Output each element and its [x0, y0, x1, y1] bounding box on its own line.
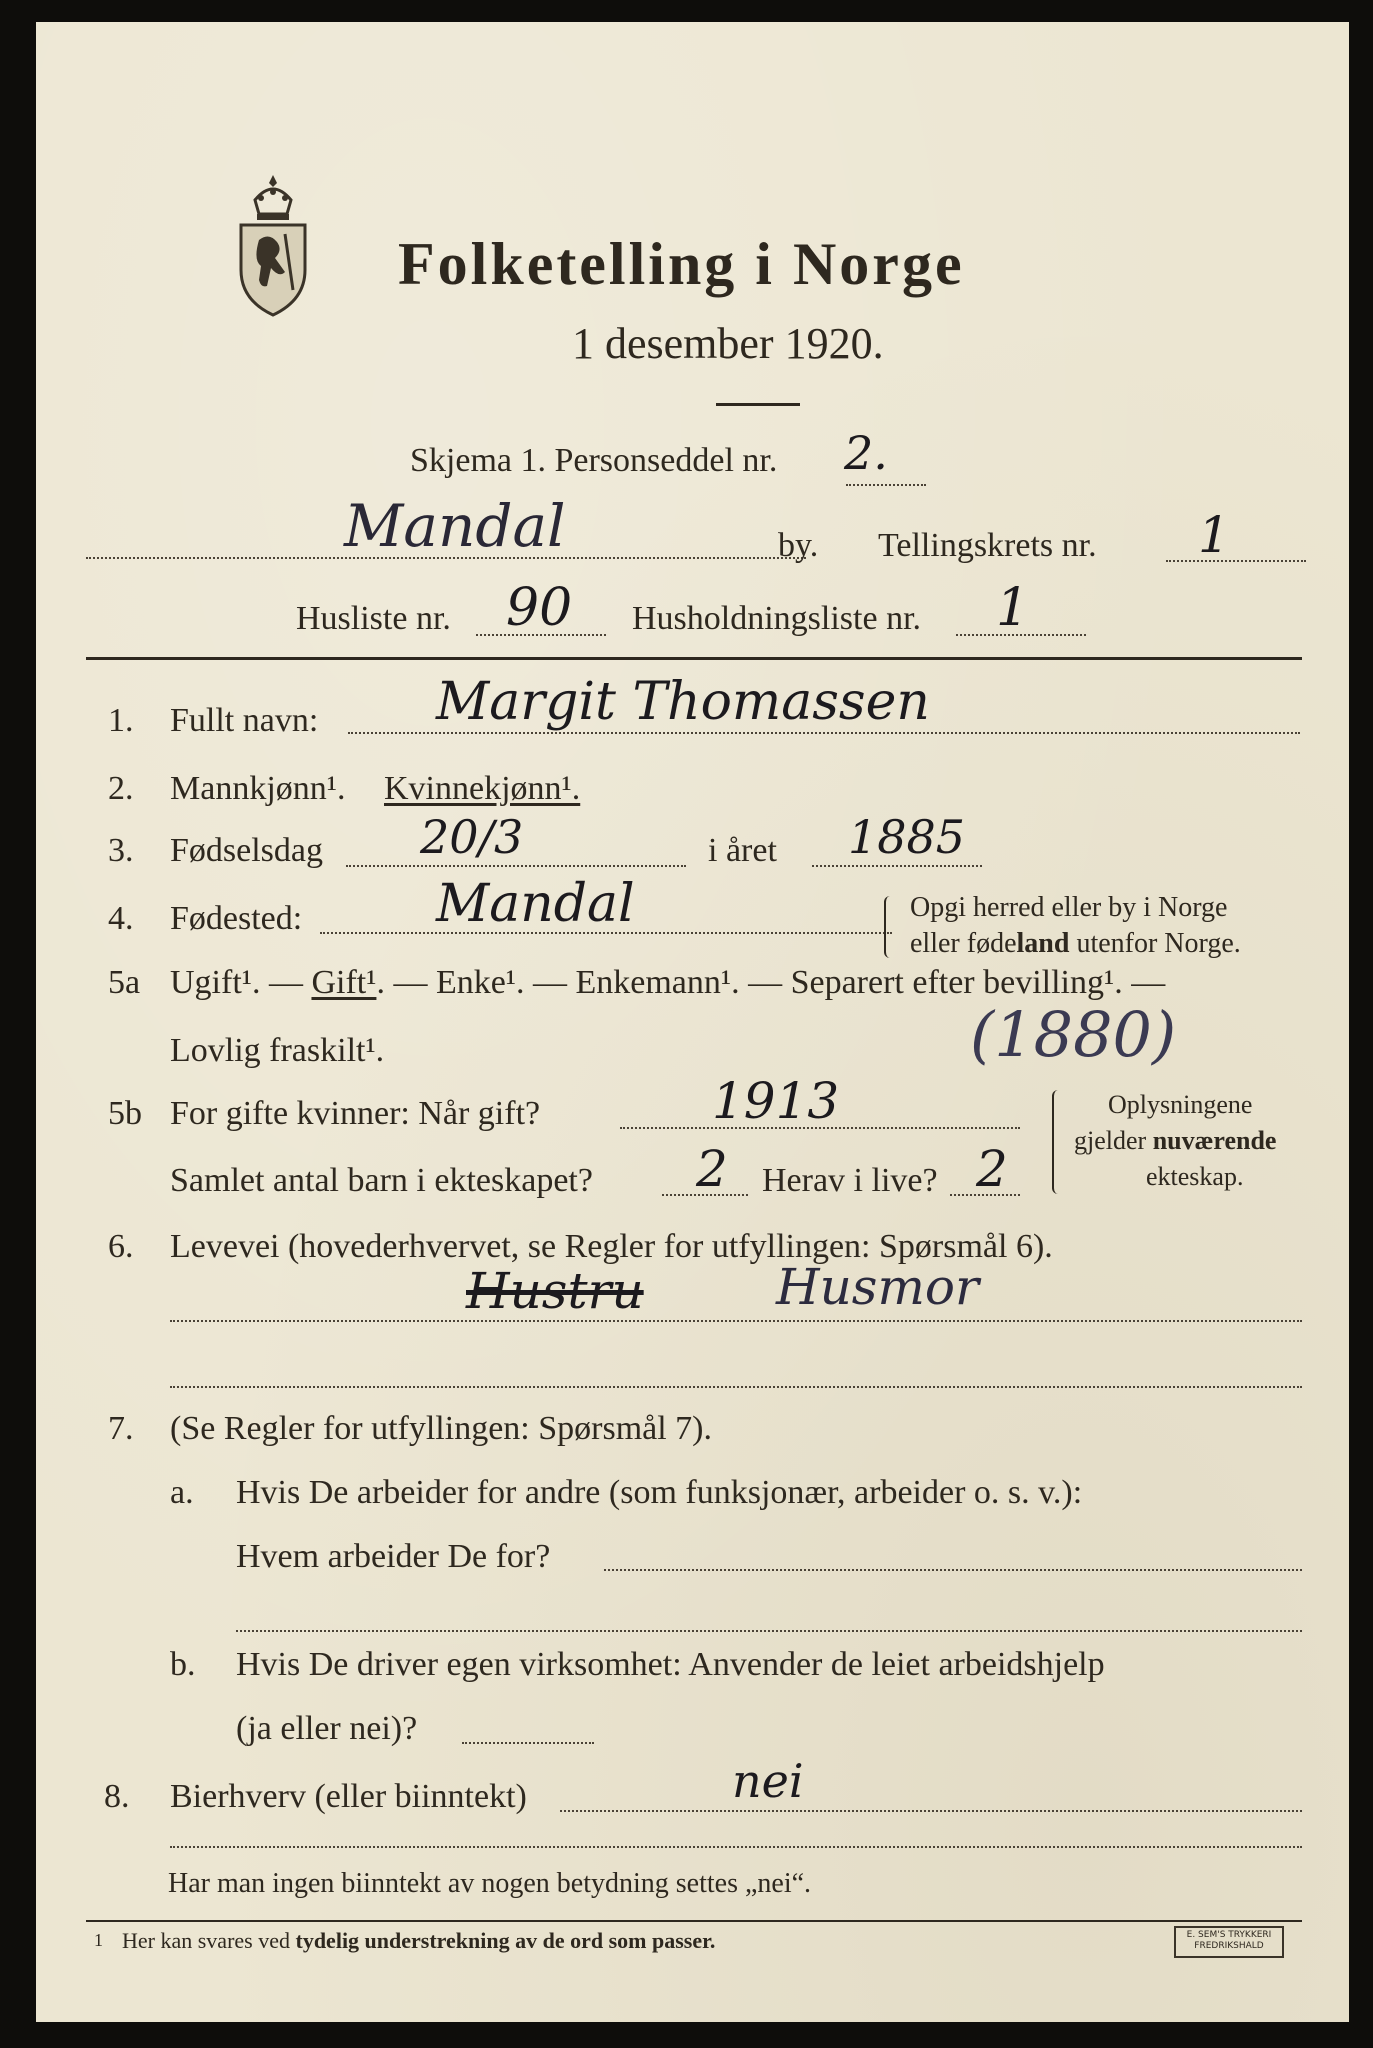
q8-label: Bierhverv (eller biinntekt)	[170, 1778, 527, 1815]
q6-value: Husmor	[776, 1258, 979, 1316]
q1-label: Fullt navn:	[170, 702, 319, 739]
q5b-note-brace	[1052, 1090, 1062, 1194]
q5a-options	[170, 964, 1165, 1002]
q7a-dots-2	[236, 1630, 1302, 1632]
footnote-text-bold: tydelig understrekning av de ord som passer.	[295, 1928, 716, 1953]
q3-value: 20/3	[420, 810, 524, 864]
q2-male: Mannkjønn¹.	[170, 770, 346, 807]
tellingskrets-label: Tellingskrets nr.	[878, 527, 1097, 564]
q3-year-dots	[812, 865, 982, 867]
q3-year-label: i året	[708, 832, 777, 869]
q7b-line1: Hvis De driver egen virksomhet: Anvender de leiet arbeidshjelp	[236, 1646, 1105, 1683]
q7a-line1: Hvis De arbeider for andre (som funksjonær, arbeider o. s. v.):	[236, 1474, 1083, 1511]
q3-label: Fødselsdag	[170, 832, 323, 869]
q5b-note-line2-a: gjelder	[1074, 1126, 1153, 1155]
q4-dots	[320, 932, 892, 934]
by-label: by.	[778, 527, 819, 564]
q6-dots-2	[170, 1386, 1302, 1388]
q5b-number: 5b	[108, 1095, 142, 1132]
q7b-letter: b.	[170, 1646, 196, 1683]
q7-label: (Se Regler for utfyllingen: Spørsmål 7).	[170, 1410, 713, 1447]
q6-number: 6.	[108, 1228, 134, 1265]
q4-note-line1: Opgi herred eller by i Norge	[910, 892, 1228, 923]
census-form-page	[36, 22, 1349, 2022]
q3-dots	[346, 865, 686, 867]
q6-dots-1	[170, 1320, 1302, 1322]
q3-year-value: 1885	[848, 810, 966, 864]
husholdning-dots	[956, 634, 1086, 636]
q4-note-line2-c: utenfor Norge.	[1069, 928, 1241, 959]
printer-mark	[1174, 1926, 1284, 1958]
q6-value-struck: Hustru	[466, 1262, 644, 1320]
q5b-dots	[620, 1127, 1020, 1129]
q5a-dash: —	[260, 964, 312, 1001]
q5a-line2: Lovlig fraskilt¹.	[170, 1032, 385, 1069]
q7a-dots-1	[604, 1569, 1302, 1571]
husliste-dots	[476, 634, 606, 636]
q5b-note-line3: ekteskap.	[1146, 1162, 1244, 1191]
census-date: 1 desember 1920.	[572, 319, 884, 368]
q4-note-line2-a: eller føde	[910, 928, 1017, 959]
q7-number: 7.	[108, 1410, 134, 1447]
tellingskrets-dots	[1166, 560, 1306, 562]
norway-coat-of-arms-emblem	[233, 170, 313, 320]
q5b-label: For gifte kvinner: Når gift?	[170, 1095, 541, 1132]
q8-dots-2	[170, 1846, 1302, 1848]
husliste-value: 90	[506, 578, 573, 638]
q8-dots	[560, 1810, 1302, 1812]
q5b-note-line2-bold: nuværende	[1152, 1126, 1277, 1155]
q5b-note-line2	[1074, 1126, 1276, 1156]
q5a-ugift: Ugift¹.	[170, 964, 261, 1001]
q5b-value: 1913	[712, 1072, 840, 1130]
schema-label: Skjema 1. Personseddel nr.	[410, 442, 778, 479]
husliste-label: Husliste nr.	[296, 600, 451, 637]
q8-number: 8.	[104, 1778, 130, 1815]
husholdning-label: Husholdningsliste nr.	[632, 600, 922, 637]
printer-line1: E. SEM'S TRYKKERI	[1186, 1930, 1272, 1940]
q1-number: 1.	[108, 702, 134, 739]
form-title: Folketelling i Norge	[398, 231, 965, 297]
footer-note: Har man ingen biinntekt av nogen betydning settes „nei“.	[168, 1868, 812, 1899]
q8-value: nei	[732, 1754, 804, 1808]
header-divider	[86, 657, 1302, 660]
q4-note-line2-bold: land	[1016, 928, 1070, 959]
title-divider	[716, 403, 800, 406]
footnote-text-a: Her kan svares ved	[122, 1928, 296, 1953]
tellingskrets-value: 1	[1198, 506, 1230, 564]
q4-number: 4.	[108, 900, 134, 937]
footnote-mark: 1	[94, 1930, 103, 1950]
q5b-children-value: 2	[696, 1140, 728, 1198]
q4-note-line2	[910, 928, 1241, 960]
q5a-gift-underlined: Gift¹	[311, 964, 377, 1001]
q3-number: 3.	[108, 832, 134, 869]
schema-value: 2.	[844, 426, 888, 480]
q6-label: Levevei (hovederhvervet, se Regler for utfyllingen: Spørsmål 6).	[170, 1228, 1053, 1265]
schema-dots	[846, 484, 926, 486]
footer-rule	[86, 1920, 1302, 1922]
q5b-alive-value: 2	[976, 1140, 1008, 1198]
q5b-alive-label: Herav i live?	[762, 1162, 938, 1199]
q5a-margin-note: (1880)	[970, 998, 1177, 1071]
q5a-rest: . — Enke¹. — Enkemann¹. — Separert efter bevilling¹. —	[376, 964, 1166, 1001]
q1-value: Margit Thomassen	[436, 672, 930, 732]
q5b-children-dots	[662, 1194, 748, 1196]
q5b-alive-dots	[950, 1194, 1020, 1196]
q4-label: Fødested:	[170, 900, 303, 937]
footnote-text	[122, 1928, 715, 1954]
q5b-note-line1: Oplysningene	[1108, 1090, 1253, 1119]
q7b-dots	[462, 1742, 594, 1744]
q2-female-underlined: Kvinnekjønn¹.	[384, 770, 581, 807]
q7b-line2: (ja eller nei)?	[236, 1710, 418, 1747]
q5b-children-label: Samlet antal barn i ekteskapet?	[170, 1162, 593, 1199]
town-value: Mandal	[344, 492, 566, 560]
husholdning-value: 1	[996, 578, 1030, 638]
town-dots	[86, 557, 806, 559]
printer-line2: FREDRIKSHALD	[1194, 1941, 1264, 1951]
q7a-letter: a.	[170, 1474, 194, 1511]
q2-number: 2.	[108, 770, 134, 807]
q4-value: Mandal	[436, 874, 635, 934]
q4-note-brace	[884, 896, 894, 958]
q1-dots	[348, 732, 1300, 734]
q5a-number: 5a	[108, 964, 141, 1001]
q7a-line2: Hvem arbeider De for?	[236, 1538, 551, 1575]
